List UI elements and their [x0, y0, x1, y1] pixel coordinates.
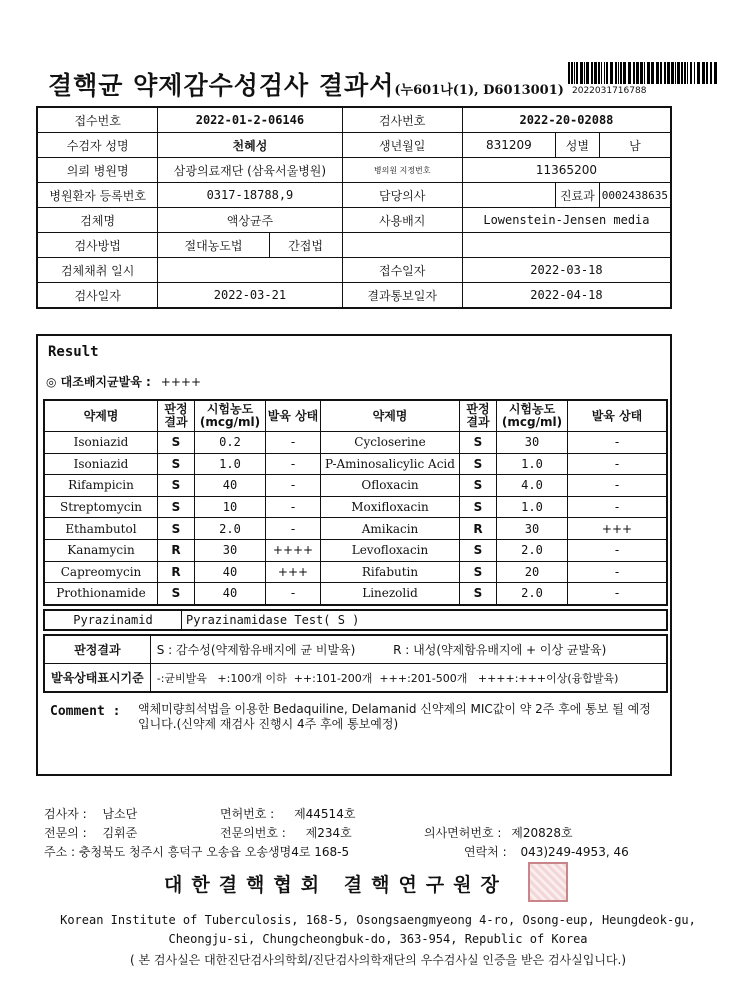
dept-label: 진료과: [555, 183, 599, 208]
specialist: 김휘준: [102, 826, 138, 840]
growth-status: -: [266, 453, 321, 475]
judgement: S: [158, 583, 195, 605]
test-no-label: 검사번호: [342, 107, 462, 133]
judgement: R: [158, 561, 195, 583]
sex: 남: [599, 133, 671, 158]
judgement: S: [460, 432, 497, 454]
organization-name-kr: 대한결핵협회 결핵연구원장: [164, 874, 508, 896]
specialist-no-label: 전문의번호 :: [220, 826, 286, 840]
growth-status: -: [266, 496, 321, 518]
drug-results-table: [43, 399, 668, 606]
drug-name: Streptomycin: [44, 496, 158, 518]
hospital-name: 삼광의료재단 (삼육서울병원): [158, 158, 342, 183]
growth-status: -: [266, 583, 321, 605]
tester-line: [44, 805, 137, 822]
sex-label: 성별: [555, 133, 599, 158]
control-growth: [46, 373, 201, 390]
drug-name: Linezolid: [321, 583, 460, 605]
drug-name: Amikacin: [321, 518, 460, 540]
hospital-label: 의뢰 병원명: [37, 158, 158, 183]
judgement: S: [460, 561, 497, 583]
document-title: [48, 66, 564, 102]
barcode-number: 2022031716788: [572, 86, 647, 96]
specialist-line: [44, 824, 137, 841]
medium-label: 사용배지: [342, 208, 462, 233]
doctor-license-line: [424, 824, 573, 841]
concentration: 30: [497, 432, 568, 454]
growth-status: -: [568, 432, 668, 454]
concentration: 2.0: [497, 583, 568, 605]
collect-date: [158, 258, 342, 283]
growth-status: -: [568, 539, 668, 561]
drug-row: [44, 496, 667, 518]
dob-label: 생년월일: [342, 133, 462, 158]
concentration: 4.0: [497, 475, 568, 497]
col-conc-2: 시험농도 (mcg/ml): [497, 400, 568, 432]
patient-no-label: 병원환자 등록번호: [37, 183, 158, 208]
contact-line: [464, 843, 629, 860]
patient-no: 0317-18788,9: [158, 183, 342, 208]
drug-name: Ethambutol: [44, 518, 158, 540]
license-line: [220, 805, 355, 822]
judgement: S: [460, 453, 497, 475]
address-label: 주소 :: [44, 845, 76, 859]
judgement: S: [158, 496, 195, 518]
concentration: 30: [497, 518, 568, 540]
growth-status: -: [568, 475, 668, 497]
method-absolute: 절대농도법: [158, 233, 269, 258]
col-drug-2: 약제명: [321, 400, 460, 432]
judgement: R: [158, 539, 195, 561]
col-judge-2: 판정 결과: [460, 400, 497, 432]
growth-status: -: [266, 475, 321, 497]
specialist-label: 전문의 :: [44, 826, 87, 840]
drug-name: P-Aminosalicylic Acid: [321, 453, 460, 475]
patient-name: 천혜성: [158, 133, 342, 158]
title-form-code: (누601나(1), D6013001): [394, 83, 564, 98]
judgement: S: [158, 518, 195, 540]
growth-status: -: [266, 518, 321, 540]
receipt-no-label: 접수번호: [37, 107, 158, 133]
organization-address-en-2: Cheongju-si, Chungcheongbuk-do, 363-954, Republic of Korea: [168, 932, 588, 946]
medium: Lowenstein-Jensen media: [462, 208, 671, 233]
concentration: 40: [195, 583, 266, 605]
legend-table: [43, 634, 668, 693]
judge-legend: [150, 635, 667, 664]
drug-name: Ofloxacin: [321, 475, 460, 497]
drug-row: [44, 475, 667, 497]
growth-status: +++: [568, 518, 668, 540]
hospital-code: 11365200: [462, 158, 671, 183]
judgement: S: [158, 432, 195, 454]
drug-name: Isoniazid: [44, 432, 158, 454]
growth-status: -: [568, 496, 668, 518]
pza-label: Pyrazinamid: [44, 610, 182, 630]
col-growth-2: 발육 상태: [568, 400, 668, 432]
judgement: S: [460, 496, 497, 518]
growth-legend-label: 발육상태표시기준: [44, 664, 150, 693]
doctor-label: 담당의사: [342, 183, 462, 208]
drug-row: [44, 432, 667, 454]
judgement: S: [460, 539, 497, 561]
specialist-no: 제234호: [305, 826, 352, 840]
specimen: 액상균주: [158, 208, 342, 233]
control-growth-label: ◎ 대조배지균발육 :: [46, 375, 151, 389]
address: 충청북도 청주시 흥덕구 오송읍 오송생명4로 168-5: [78, 845, 350, 859]
title-main: 결핵균 약제감수성검사 결과서: [48, 71, 395, 100]
concentration: 1.0: [497, 453, 568, 475]
license: 제44514호: [294, 807, 356, 821]
col-growth: 발육 상태: [266, 400, 321, 432]
growth-status: -: [568, 561, 668, 583]
license-label: 면허번호 :: [220, 807, 275, 821]
report-date-label: 결과통보일자: [342, 283, 462, 309]
dob: 831209: [462, 133, 555, 158]
test-date: 2022-03-21: [158, 283, 342, 309]
drug-name: Levofloxacin: [321, 539, 460, 561]
method-label: 검사방법: [37, 233, 158, 258]
drug-row: [44, 583, 667, 605]
drug-row: [44, 561, 667, 583]
judge-legend-r: R : 내성(약제함유배지에 + 이상 균발육): [393, 643, 607, 657]
drug-name: Rifabutin: [321, 561, 460, 583]
concentration: 2.0: [497, 539, 568, 561]
tester-label: 검사자 :: [44, 807, 87, 821]
drug-row: [44, 453, 667, 475]
concentration: 0.2: [195, 432, 266, 454]
specialist-no-line: [220, 824, 352, 841]
judgement: R: [460, 518, 497, 540]
contact-label: 연락처 :: [464, 845, 507, 859]
drug-row: [44, 518, 667, 540]
official-seal-icon: [528, 862, 568, 902]
barcode-icon: [568, 62, 720, 84]
drug-name: Isoniazid: [44, 453, 158, 475]
judgement: S: [460, 475, 497, 497]
concentration: 1.0: [497, 496, 568, 518]
growth-legend: -:균비발육 +:100개 이하 ++:101-200개 +++:201-500개 ++++:+++이상(융합발육): [150, 664, 667, 693]
drug-name: Cycloserine: [321, 432, 460, 454]
name-label: 수검자 성명: [37, 133, 158, 158]
drug-name: Rifampicin: [44, 475, 158, 497]
hospital-code-label: 병의원 지정번호: [342, 158, 462, 183]
concentration: 2.0: [195, 518, 266, 540]
col-drug: 약제명: [44, 400, 158, 432]
comment-label: Comment :: [50, 704, 121, 719]
contact: 043)249-4953, 46: [520, 845, 629, 859]
growth-status: +++: [266, 561, 321, 583]
address-line: [44, 843, 349, 860]
specimen-label: 검체명: [37, 208, 158, 233]
concentration: 30: [195, 539, 266, 561]
drug-row: [44, 539, 667, 561]
pza-value: Pyrazinamidase Test( S ): [182, 610, 668, 630]
doctor: [462, 183, 555, 208]
comment-text: 액체미량희석법을 이용한 Bedaquiline, Delamanid 신약제의 MIC값이 약 2주 후에 통보 될 예정입니다.(신약제 재검사 진행시 4주 후에 통보예정): [138, 702, 651, 731]
judgement: S: [158, 453, 195, 475]
concentration: 40: [195, 561, 266, 583]
organization-address-en-1: Korean Institute of Tuberculosis, 168-5, Osongsaengmyeong 4-ro, Osong-eup, Heungdeok-gu,: [60, 913, 696, 927]
drug-name: Prothionamide: [44, 583, 158, 605]
growth-status: ++++: [266, 539, 321, 561]
drug-name: Capreomycin: [44, 561, 158, 583]
col-conc: 시험농도 (mcg/ml): [195, 400, 266, 432]
drug-name: Moxifloxacin: [321, 496, 460, 518]
growth-status: -: [568, 453, 668, 475]
growth-status: -: [568, 583, 668, 605]
receipt-date: 2022-03-18: [462, 258, 671, 283]
dept: 0002438635: [599, 183, 671, 208]
col-judge: 판정 결과: [158, 400, 195, 432]
pyrazinamide-row: [43, 609, 668, 631]
concentration: 1.0: [195, 453, 266, 475]
receipt-no: 2022-01-2-06146: [158, 107, 342, 133]
growth-status: -: [266, 432, 321, 454]
test-date-label: 검사일자: [37, 283, 158, 309]
drug-name: Kanamycin: [44, 539, 158, 561]
collect-date-label: 검체채취 일시: [37, 258, 158, 283]
result-title: Result: [48, 344, 99, 360]
report-date: 2022-04-18: [462, 283, 671, 309]
doctor-license: 제20828호: [511, 826, 573, 840]
judgement: S: [460, 583, 497, 605]
doctor-license-label: 의사면허번호 :: [424, 826, 502, 840]
patient-info-table: [36, 106, 672, 309]
judge-legend-label: 판정결과: [44, 635, 150, 664]
test-no: 2022-20-02088: [462, 107, 671, 133]
receipt-date-label: 접수일자: [342, 258, 462, 283]
method-indirect: 간접법: [269, 233, 342, 258]
control-growth-value: ++++: [160, 375, 201, 389]
concentration: 40: [195, 475, 266, 497]
judge-legend-s: S : 감수성(약제함유배지에 균 비발육): [156, 643, 356, 657]
judgement: S: [158, 475, 195, 497]
concentration: 10: [195, 496, 266, 518]
tester: 남소단: [102, 807, 138, 821]
concentration: 20: [497, 561, 568, 583]
certification-note: ( 본 검사실은 대한진단검사의학회/진단검사의학재단의 우수검사실 인증을 받은 검사실입니다.): [129, 953, 626, 967]
